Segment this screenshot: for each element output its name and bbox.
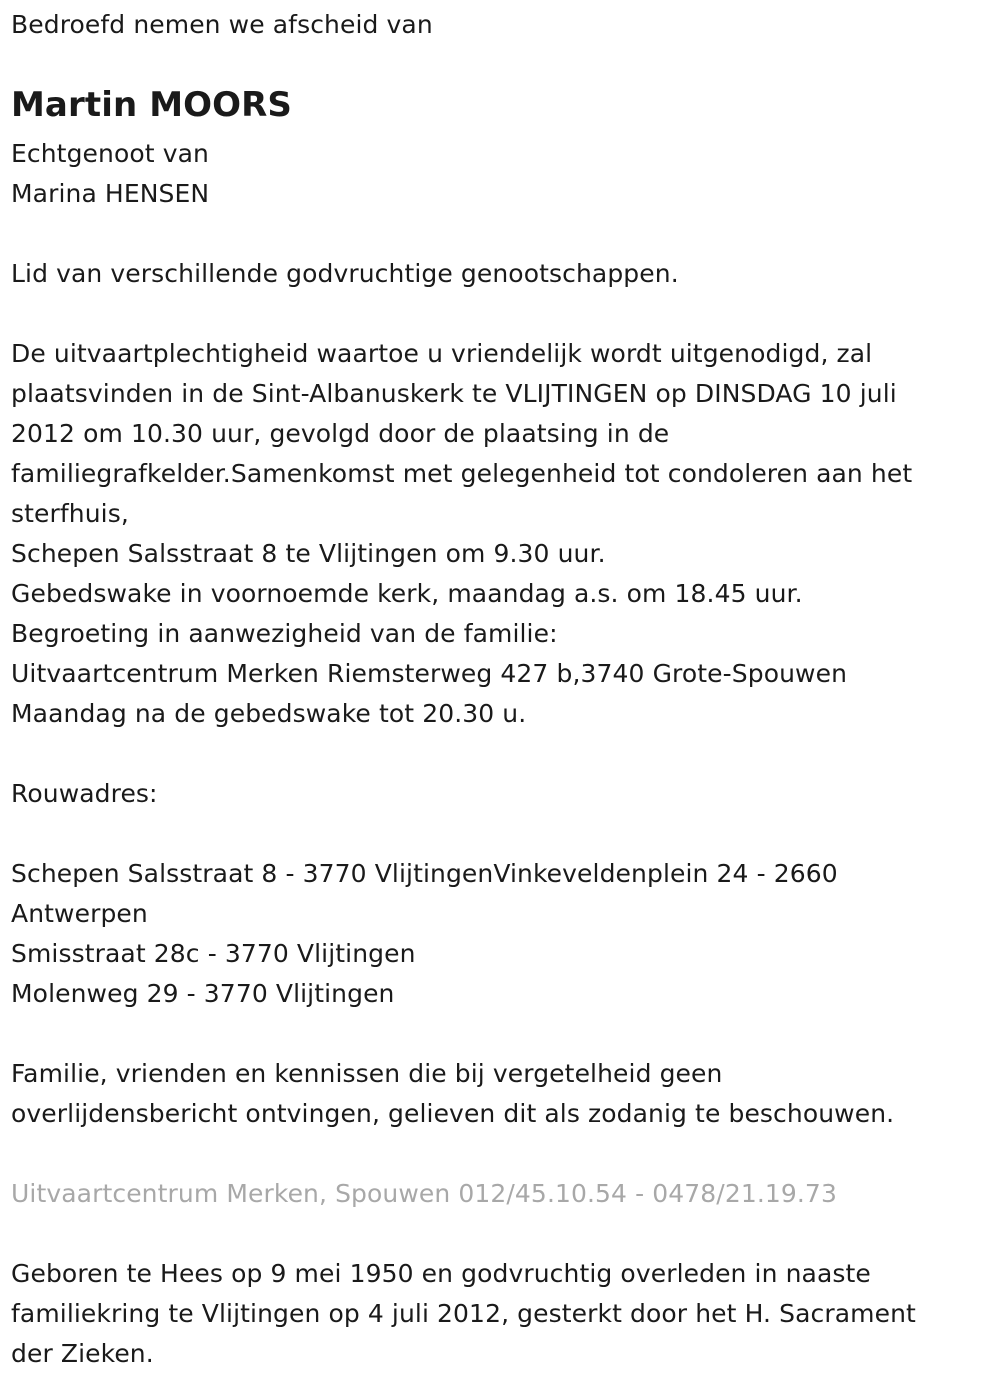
address-line: Antwerpen xyxy=(11,899,148,928)
birth-line: familiekring te Vlijtingen op 4 juli 2012, gesterkt door het H. Sacrament xyxy=(11,1299,916,1328)
funeral-line: Schepen Salsstraat 8 te Vlijtingen om 9.30 uur. xyxy=(11,539,606,568)
funeral-line: Begroeting in aanwezigheid van de familie: xyxy=(11,619,558,648)
funeral-line: familiegrafkelder.Samenkomst met gelegenheid tot condoleren aan het xyxy=(11,459,913,488)
funeral-home-contact: Uitvaartcentrum Merken, Spouwen 012/45.10.54 - 0478/21.19.73 xyxy=(11,1179,837,1208)
funeral-line: 2012 om 10.30 uur, gevolgd door de plaatsing in de xyxy=(11,419,670,448)
address-line: Smisstraat 28c - 3770 Vlijtingen xyxy=(11,939,416,968)
funeral-line: Maandag na de gebedswake tot 20.30 u. xyxy=(11,699,527,728)
funeral-line: Gebedswake in voornoemde kerk, maandag a.s. om 18.45 uur. xyxy=(11,579,803,608)
spouse-name: Marina HENSEN xyxy=(11,179,210,208)
funeral-line: Uitvaartcentrum Merken Riemsterweg 427 b,3740 Grote-Spouwen xyxy=(11,659,848,688)
intro-text: Bedroefd nemen we afscheid van xyxy=(11,10,433,39)
address-line: Schepen Salsstraat 8 - 3770 VlijtingenVinkeveldenplein 24 - 2660 xyxy=(11,859,838,888)
funeral-line: plaatsvinden in de Sint-Albanuskerk te VLIJTINGEN op DINSDAG 10 juli xyxy=(11,379,897,408)
address-line: Molenweg 29 - 3770 Vlijtingen xyxy=(11,979,395,1008)
birth-line: Geboren te Hees op 9 mei 1950 en godvruchtig overleden in naaste xyxy=(11,1259,871,1288)
notice-line: Familie, vrienden en kennissen die bij vergetelheid geen xyxy=(11,1059,723,1088)
notice-line: overlijdensbericht ontvingen, gelieven dit als zodanig te beschouwen. xyxy=(11,1099,895,1128)
relation-text: Echtgenoot van xyxy=(11,139,209,168)
funeral-line: sterfhuis, xyxy=(11,499,129,528)
membership-text: Lid van verschillende godvruchtige genootschappen. xyxy=(11,259,679,288)
deceased-name: Martin MOORS xyxy=(11,85,293,125)
address-label: Rouwadres: xyxy=(11,779,158,808)
birth-line: der Zieken. xyxy=(11,1339,154,1368)
funeral-line: De uitvaartplechtigheid waartoe u vriendelijk wordt uitgenodigd, zal xyxy=(11,339,873,368)
